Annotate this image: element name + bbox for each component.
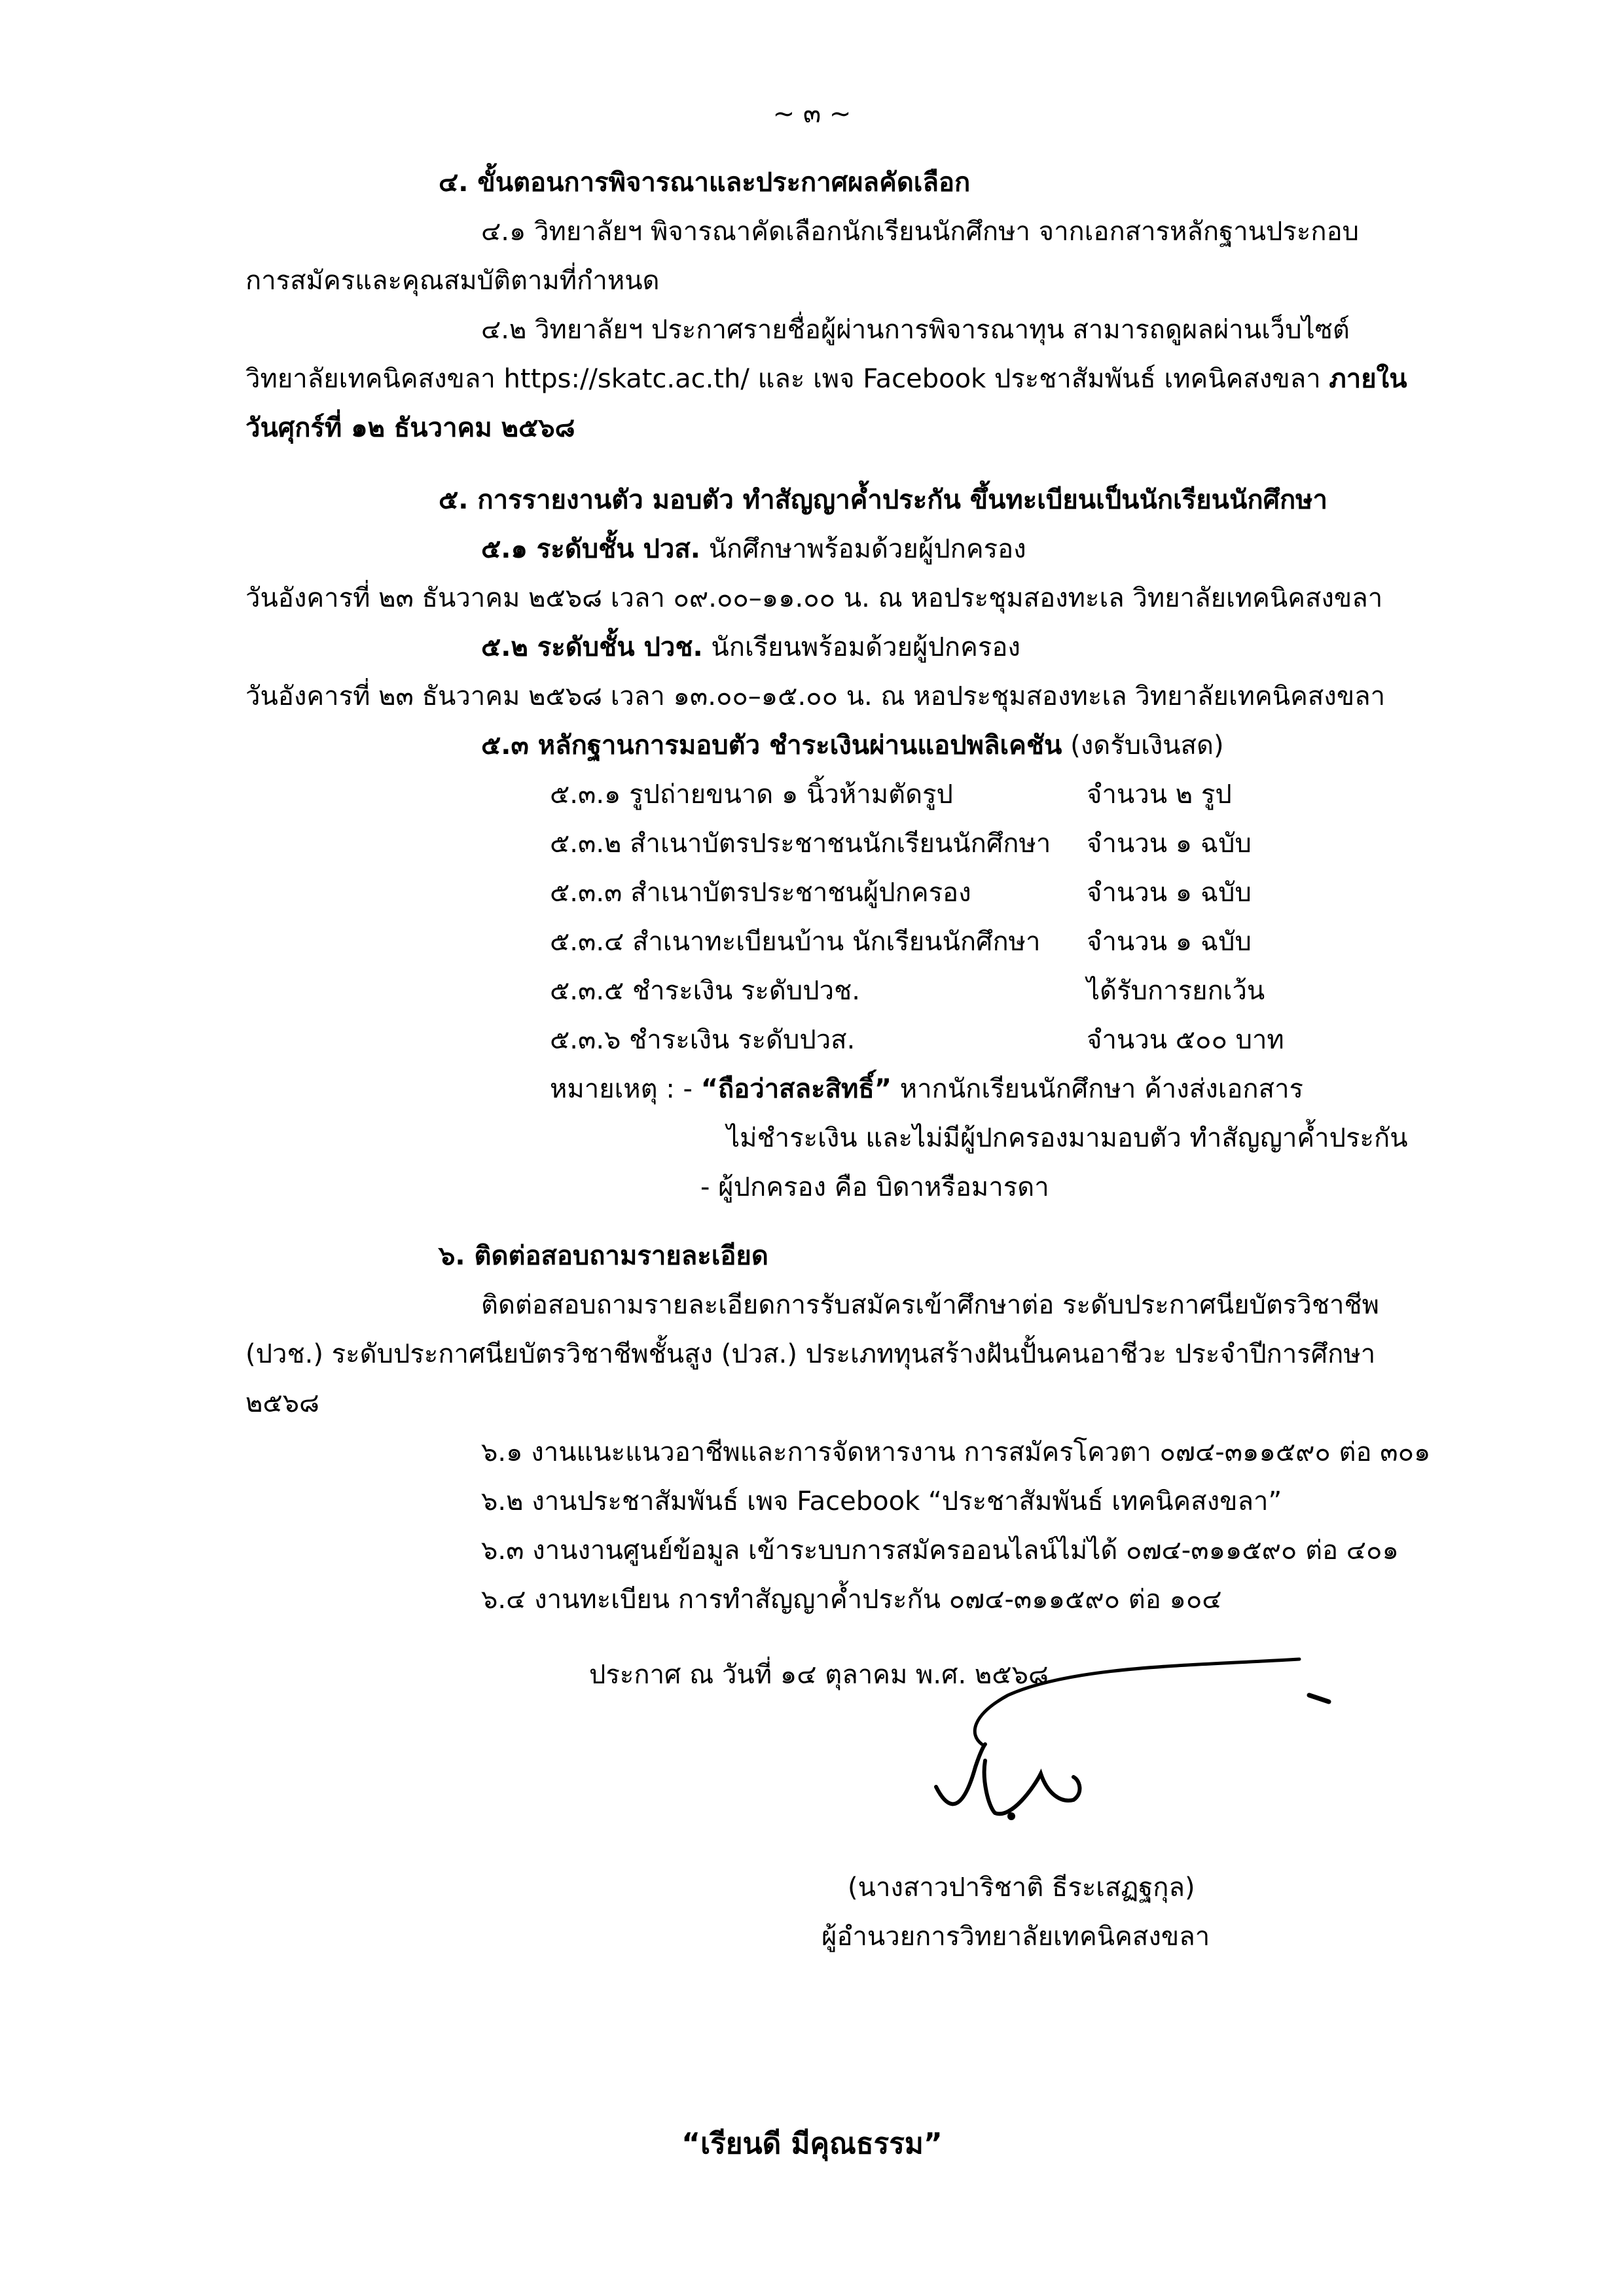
- signer-title: ผู้อำนวยการวิทยาลัยเทคนิคสงขลา: [821, 1922, 1210, 1952]
- section-5-heading: ๕. การรายงานตัว มอบตัว ทำสัญญาค้ำประกัน ขึ้นทะเบียนเป็นนักเรียนนักศึกษา: [439, 485, 1328, 515]
- section-4-2-line2-bold: ภายใน: [1329, 364, 1407, 394]
- section-5-1-level: ๕.๑ ระดับชั้น ปวส.: [481, 534, 700, 564]
- page-number: ~ ๓ ~: [772, 99, 852, 129]
- section-5-3-title: ๕.๓ หลักฐานการมอบตัว ชำระเงินผ่านแอปพลิเคชัน: [481, 730, 1062, 761]
- section-4-heading: ๔. ขั้นตอนการพิจารณาและประกาศผลคัดเลือก: [439, 168, 971, 198]
- doc-item-label: ๕.๓.๕ ชำระเงิน ระดับปวช.: [550, 976, 860, 1006]
- section-4-2-line3: วันศุกร์ที่ ๑๒ ธันวาคม ๒๕๖๘: [245, 413, 575, 443]
- note-line3: - ผู้ปกครอง คือ บิดาหรือมารดา: [700, 1172, 1049, 1202]
- section-5-1-line2: วันอังคารที่ ๒๓ ธันวาคม ๒๕๖๘ เวลา ๐๙.๐๐–๑๑.๐๐ น. ณ หอประชุมสองทะเล วิทยาลัยเทคนิคสงขลา: [245, 583, 1383, 613]
- doc-item-label: ๕.๓.๓ สำเนาบัตรประชาชนผู้ปกครอง: [550, 878, 971, 908]
- doc-item-label: ๕.๓.๒ สำเนาบัตรประชาชนนักเรียนนักศึกษา: [550, 829, 1051, 859]
- note-condition: หากนักเรียนนักศึกษา ค้างส่งเอกสาร: [892, 1074, 1304, 1104]
- doc-item-qty: ได้รับการยกเว้น: [1087, 976, 1265, 1006]
- section-6-para-line1: ติดต่อสอบถามรายละเอียดการรับสมัครเข้าศึกษาต่อ ระดับประกาศนียบัตรวิชาชีพ: [481, 1290, 1379, 1320]
- section-4-1-line2: การสมัครและคุณสมบัติตามที่กำหนด: [245, 266, 660, 296]
- signer-name: (นางสาวปาริชาติ ธีระเสฏฐกุล): [848, 1873, 1195, 1903]
- doc-item-qty: จำนวน ๑ ฉบับ: [1087, 927, 1252, 957]
- doc-item-label: ๕.๓.๖ ชำระเงิน ระดับปวส.: [550, 1025, 856, 1055]
- contact-item: ๖.๔ งานทะเบียน การทำสัญญาค้ำประกัน ๐๗๔-๓๑๑๕๙๐ ต่อ ๑๐๔: [481, 1585, 1222, 1615]
- note-prefix: หมายเหตุ : -: [550, 1074, 701, 1104]
- section-4-2-line2-text: วิทยาลัยเทคนิคสงขลา https://skatc.ac.th/ และ เพจ Facebook ประชาสัมพันธ์ เทคนิคสงขลา: [245, 364, 1329, 394]
- section-5-2-line2: วันอังคารที่ ๒๓ ธันวาคม ๒๕๖๘ เวลา ๑๓.๐๐–๑๕.๐๐ น. ณ หอประชุมสองทะเล วิทยาลัยเทคนิคสงขลา: [245, 681, 1386, 711]
- doc-item-qty: จำนวน ๒ รูป: [1087, 780, 1232, 810]
- section-6-heading: ๖. ติดต่อสอบถามรายละเอียด: [439, 1241, 768, 1271]
- section-5-2-level: ๕.๒ ระดับชั้น ปวช.: [481, 632, 703, 662]
- doc-item-label: ๕.๓.๔ สำเนาทะเบียนบ้าน นักเรียนนักศึกษา: [550, 927, 1041, 957]
- section-5-2-who: นักเรียนพร้อมด้วยผู้ปกครอง: [702, 632, 1020, 662]
- section-6-para-line2: (ปวช.) ระดับประกาศนียบัตรวิชาชีพชั้นสูง (ปวส.) ประเภททุนสร้างฝันปั้นคนอาชีวะ ประจำปีการศึกษา: [245, 1339, 1376, 1369]
- doc-item-label: ๕.๓.๑ รูปถ่ายขนาด ๑ นิ้วห้ามตัดรูป: [550, 780, 953, 810]
- contact-item: ๖.๒ งานประชาสัมพันธ์ เพจ Facebook “ประชาสัมพันธ์ เทคนิคสงขลา”: [481, 1486, 1282, 1516]
- doc-item-qty: จำนวน ๑ ฉบับ: [1087, 878, 1252, 908]
- section-5-3-note: (งดรับเงินสด): [1062, 730, 1224, 761]
- doc-item-qty: จำนวน ๕๐๐ บาท: [1087, 1025, 1284, 1055]
- note-line2: ไม่ชำระเงิน และไม่มีผู้ปกครองมามอบตัว ทำสัญญาค้ำประกัน: [727, 1123, 1408, 1153]
- section-6-para-line3: ๒๕๖๘: [245, 1388, 319, 1418]
- note-forfeit: “ถือว่าสละสิทธิ์”: [700, 1074, 892, 1104]
- section-4-1-line1: ๔.๑ วิทยาลัยฯ พิจารณาคัดเลือกนักเรียนนักศึกษา จากเอกสารหลักฐานประกอบ: [481, 217, 1359, 247]
- section-4-2-line1: ๔.๒ วิทยาลัยฯ ประกาศรายชื่อผู้ผ่านการพิจารณาทุน สามารถดูผลผ่านเว็บไซต์: [481, 315, 1350, 345]
- motto: “เรียนดี มีคุณธรรม”: [681, 2127, 943, 2161]
- announce-date: ประกาศ ณ วันที่ ๑๔ ตุลาคม พ.ศ. ๒๕๖๘: [589, 1660, 1049, 1690]
- contact-item: ๖.๓ งานงานศูนย์ข้อมูล เข้าระบบการสมัครออนไลน์ไม่ได้ ๐๗๔-๓๑๑๕๙๐ ต่อ ๔๐๑: [481, 1535, 1399, 1566]
- section-5-1-who: นักศึกษาพร้อมด้วยผู้ปกครอง: [700, 534, 1026, 564]
- doc-item-qty: จำนวน ๑ ฉบับ: [1087, 829, 1252, 859]
- contact-item: ๖.๑ งานแนะแนวอาชีพและการจัดหารงาน การสมัครโควตา ๐๗๔-๓๑๑๕๙๐ ต่อ ๓๐๑: [481, 1437, 1431, 1467]
